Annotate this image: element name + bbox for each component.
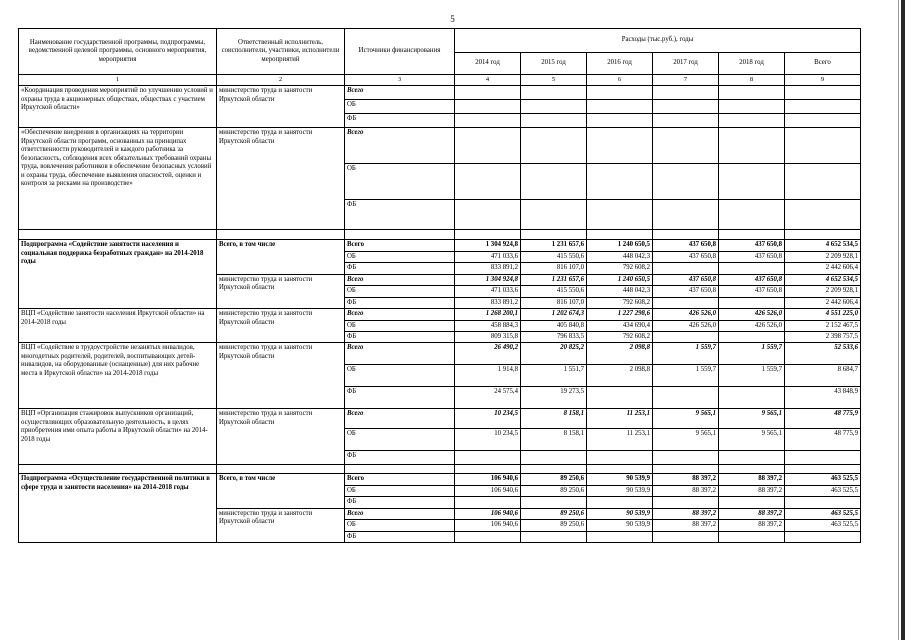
source-total: Всего <box>345 274 455 285</box>
empty-cell <box>653 164 719 200</box>
table-cell: 1 240 650,5 <box>587 274 653 285</box>
source-fb: ФБ <box>345 297 455 308</box>
source-total: Всего <box>345 309 455 320</box>
table-cell: 792 608,2 <box>587 263 653 274</box>
source-fb: ФБ <box>345 451 455 465</box>
row-executor-sub1-ministry: министерство труда и занятости Иркутской области <box>217 274 345 308</box>
table-cell: 4 652 534,5 <box>785 240 861 251</box>
table-cell <box>719 297 785 308</box>
source-fb: ФБ <box>345 531 455 542</box>
scan-edge-line <box>898 0 899 640</box>
empty-cell <box>521 200 587 230</box>
table-cell: 1 240 650,5 <box>587 240 653 251</box>
header-year-2017: 2017 год <box>653 53 719 75</box>
table-cell <box>587 387 653 409</box>
table-row <box>19 474 861 485</box>
table-cell: 2 442 606,4 <box>785 297 861 308</box>
row-executor-sub2-total: Всего, в том числе <box>217 474 345 508</box>
table-cell <box>719 451 785 465</box>
table-cell: 4 652 534,5 <box>785 274 861 285</box>
source-ob: ОБ <box>345 251 455 262</box>
empty-cell <box>785 100 861 114</box>
table-cell: 809 315,8 <box>455 332 521 343</box>
empty-cell <box>785 465 861 474</box>
table-cell: 458 884,3 <box>455 320 521 331</box>
table-cell: 405 840,8 <box>521 320 587 331</box>
source-total: Всего <box>345 474 455 485</box>
scan-edge <box>901 0 905 640</box>
source-total: Всего <box>345 86 455 100</box>
table-cell: 24 575,4 <box>455 387 521 409</box>
col-number: 4 <box>455 75 521 86</box>
source-fb: ФБ <box>345 263 455 274</box>
table-cell: 437 650,8 <box>653 286 719 297</box>
empty-cell <box>521 230 587 240</box>
table-row <box>19 309 861 320</box>
row-name-coord: «Координация проведения мероприятий по улучшению условий и охраны труда в акционерных обществах, обществах с участием Иркутской области» <box>19 86 217 128</box>
empty-cell <box>653 114 719 128</box>
empty-cell <box>653 128 719 164</box>
empty-cell <box>719 114 785 128</box>
table-cell: 1 231 657,6 <box>521 240 587 251</box>
table-cell: 448 042,3 <box>587 286 653 297</box>
col-number: 9 <box>785 75 861 86</box>
table-cell <box>785 451 861 465</box>
table-cell <box>653 451 719 465</box>
table-cell <box>719 387 785 409</box>
empty-cell <box>587 230 653 240</box>
table-cell: 48 775,9 <box>785 429 861 451</box>
table-cell: 833 891,2 <box>455 263 521 274</box>
table-cell <box>521 531 587 542</box>
source-fb: ФБ <box>345 114 455 128</box>
table-cell: 8 158,1 <box>521 429 587 451</box>
table-cell: 88 397,2 <box>653 485 719 496</box>
empty-cell <box>587 465 653 474</box>
table-cell: 448 042,3 <box>587 251 653 262</box>
table-row <box>19 343 861 365</box>
table-cell: 88 397,2 <box>653 474 719 485</box>
empty-cell <box>455 465 521 474</box>
empty-cell <box>587 128 653 164</box>
table-cell: 2 209 928,1 <box>785 251 861 262</box>
table-cell: 4 551 225,0 <box>785 309 861 320</box>
row-executor-sub2-ministry: министерство труда и занятости Иркутской области <box>217 508 345 542</box>
row-executor-safety: министерство труда и занятости Иркутской области <box>217 128 345 230</box>
empty-cell <box>587 86 653 100</box>
table-cell: 88 397,2 <box>653 508 719 519</box>
empty-cell <box>719 230 785 240</box>
table-cell: 9 565,1 <box>653 409 719 429</box>
row-executor-sub1-total: Всего, в том числе <box>217 240 345 274</box>
table-cell: 1 304 924,8 <box>455 274 521 285</box>
table-cell: 90 539,9 <box>587 520 653 531</box>
empty-cell <box>19 230 217 240</box>
table-cell <box>455 531 521 542</box>
table-cell: 19 273,5 <box>521 387 587 409</box>
table-cell <box>653 531 719 542</box>
source-fb: ФБ <box>345 497 455 508</box>
row-executor-vcp2: министерство труда и занятости Иркутской области <box>217 343 345 409</box>
col-number: 7 <box>653 75 719 86</box>
empty-cell <box>455 128 521 164</box>
header-year-2016: 2016 год <box>587 53 653 75</box>
source-total: Всего <box>345 508 455 519</box>
empty-cell <box>521 164 587 200</box>
table-cell: 2 442 606,4 <box>785 263 861 274</box>
table-cell <box>653 332 719 343</box>
table-cell: 2 098,8 <box>587 343 653 365</box>
source-ob: ОБ <box>345 429 455 451</box>
table-cell: 816 107,0 <box>521 263 587 274</box>
header-source: Источники финансирования <box>345 29 455 75</box>
table-cell: 471 033,6 <box>455 286 521 297</box>
table-cell: 437 650,8 <box>719 251 785 262</box>
table-cell: 1 559,7 <box>719 365 785 387</box>
table-cell: 1 914,8 <box>455 365 521 387</box>
table-cell: 20 825,2 <box>521 343 587 365</box>
empty-cell <box>785 114 861 128</box>
table-cell <box>785 497 861 508</box>
empty-cell <box>719 200 785 230</box>
table-cell: 2 098,8 <box>587 365 653 387</box>
empty-cell <box>455 230 521 240</box>
table-cell: 9 565,1 <box>719 409 785 429</box>
table-cell: 463 525,5 <box>785 485 861 496</box>
table-cell: 52 533,6 <box>785 343 861 365</box>
table-cell: 426 526,0 <box>653 309 719 320</box>
table-cell <box>653 497 719 508</box>
table-cell: 89 250,6 <box>521 508 587 519</box>
source-total: Всего <box>345 128 455 164</box>
table-row <box>19 86 861 100</box>
source-ob: ОБ <box>345 320 455 331</box>
table-cell <box>719 497 785 508</box>
empty-cell <box>719 465 785 474</box>
table-cell: 11 253,1 <box>587 429 653 451</box>
table-cell: 1 227 298,6 <box>587 309 653 320</box>
table-cell: 796 833,5 <box>521 332 587 343</box>
empty-cell <box>455 114 521 128</box>
table-cell <box>521 451 587 465</box>
empty-cell <box>587 100 653 114</box>
row-name-vcp3: ВЦП «Организация стажировок выпускников организаций, осуществляющих образовательную деятельность, в целях приобретения ими опыта работы в Иркутской области» на 2014-2018 годы <box>19 409 217 465</box>
empty-cell <box>521 128 587 164</box>
source-ob: ОБ <box>345 164 455 200</box>
table-cell: 26 490,2 <box>455 343 521 365</box>
table-cell: 106 940,6 <box>455 474 521 485</box>
header-executor: Ответственный исполнитель, соисполнители, участники, исполнители мероприятий <box>217 29 345 75</box>
table-cell: 1 559,7 <box>719 343 785 365</box>
empty-cell <box>455 100 521 114</box>
table-cell: 463 525,5 <box>785 474 861 485</box>
empty-cell <box>719 86 785 100</box>
table-cell <box>785 531 861 542</box>
col-number: 5 <box>521 75 587 86</box>
table-cell: 415 550,6 <box>521 286 587 297</box>
table-cell: 437 650,8 <box>653 240 719 251</box>
header-year-2018: 2018 год <box>719 53 785 75</box>
empty-cell <box>217 465 345 474</box>
empty-cell <box>587 114 653 128</box>
table-row <box>19 128 861 164</box>
empty-cell <box>785 128 861 164</box>
empty-cell <box>653 465 719 474</box>
source-ob: ОБ <box>345 365 455 387</box>
table-row <box>19 240 861 251</box>
table-cell <box>521 497 587 508</box>
table-cell: 11 253,1 <box>587 409 653 429</box>
table-row <box>19 409 861 429</box>
row-executor-vcp3: министерство труда и занятости Иркутской области <box>217 409 345 465</box>
row-executor-coord: министерство труда и занятости Иркутской области <box>217 86 345 128</box>
table-cell <box>653 387 719 409</box>
empty-cell <box>653 100 719 114</box>
empty-cell <box>785 164 861 200</box>
table-cell: 437 650,8 <box>653 274 719 285</box>
table-cell: 8 684,7 <box>785 365 861 387</box>
source-ob: ОБ <box>345 485 455 496</box>
empty-cell <box>521 114 587 128</box>
source-fb: ФБ <box>345 200 455 230</box>
row-executor-vcp1: министерство труда и занятости Иркутской области <box>217 309 345 343</box>
table-cell <box>587 451 653 465</box>
table-cell <box>719 263 785 274</box>
table-cell <box>719 332 785 343</box>
row-name-sub1: Подпрограмма «Содействие занятости населения и социальная поддержка безработных граждан» на 2014-2018 годы <box>19 240 217 309</box>
table-cell: 463 525,5 <box>785 520 861 531</box>
source-fb: ФБ <box>345 332 455 343</box>
table-cell: 88 397,2 <box>719 474 785 485</box>
empty-cell <box>587 164 653 200</box>
page-number: 5 <box>450 14 455 24</box>
empty-cell <box>719 164 785 200</box>
source-ob: ОБ <box>345 286 455 297</box>
table-cell: 415 550,6 <box>521 251 587 262</box>
table-cell: 2 398 757,5 <box>785 332 861 343</box>
table-cell <box>587 531 653 542</box>
empty-cell <box>785 86 861 100</box>
table-cell: 90 539,9 <box>587 508 653 519</box>
table-cell: 1 231 657,6 <box>521 274 587 285</box>
table-cell: 106 940,6 <box>455 520 521 531</box>
table-cell: 437 650,8 <box>653 251 719 262</box>
table-cell: 88 397,2 <box>719 508 785 519</box>
table-cell <box>455 497 521 508</box>
header-total: Всего <box>785 53 861 75</box>
empty-cell <box>345 230 455 240</box>
table-cell: 792 608,2 <box>587 332 653 343</box>
col-number: 3 <box>345 75 455 86</box>
table-cell: 10 234,5 <box>455 429 521 451</box>
table-cell: 48 775,9 <box>785 409 861 429</box>
empty-cell <box>785 200 861 230</box>
col-number: 2 <box>217 75 345 86</box>
source-total: Всего <box>345 240 455 251</box>
table-cell: 434 690,4 <box>587 320 653 331</box>
empty-cell <box>455 86 521 100</box>
empty-cell <box>587 200 653 230</box>
source-ob: ОБ <box>345 100 455 114</box>
table-cell: 1 304 924,8 <box>455 240 521 251</box>
table-cell: 43 848,9 <box>785 387 861 409</box>
source-total: Всего <box>345 409 455 429</box>
table-cell: 8 158,1 <box>521 409 587 429</box>
table-cell: 463 525,5 <box>785 508 861 519</box>
table-cell: 816 107,0 <box>521 297 587 308</box>
row-name-vcp2: ВЦП «Содействие в трудоустройстве незанятых инвалидов, многодетных родителей, родителей, воспитывающих детей-инвалидов, на оборудованные (оснащенные) для них рабочие места в Иркутской области» на 2014-2018 годы <box>19 343 217 409</box>
table-cell: 1 551,7 <box>521 365 587 387</box>
col-number: 1 <box>19 75 217 86</box>
empty-cell <box>653 200 719 230</box>
table-cell: 792 608,2 <box>587 297 653 308</box>
table-cell: 89 250,6 <box>521 485 587 496</box>
table-cell: 88 397,2 <box>719 485 785 496</box>
empty-cell <box>719 100 785 114</box>
empty-cell <box>19 465 217 474</box>
table-cell: 90 539,9 <box>587 474 653 485</box>
row-name-safety: «Обеспечение внедрения в организациях на территории Иркутской области программ, основанных на принципах ответственности руководителей и каждого работника за безопасность, соблюдения всех обязательных требований охраны труда, вовлечения работников в обеспечение безопасных условий и охраны труда, обеспечение выявления опасностей, оценки и контроля за рисками на производстве» <box>19 128 217 230</box>
budget-table <box>18 28 861 543</box>
empty-cell <box>217 230 345 240</box>
empty-cell <box>455 164 521 200</box>
table-cell <box>719 531 785 542</box>
source-ob: ОБ <box>345 520 455 531</box>
table-cell: 437 650,8 <box>719 274 785 285</box>
table-cell: 106 940,6 <box>455 508 521 519</box>
row-name-vcp1: ВЦП «Содействие занятости населения Иркутской области» на 2014-2018 годы <box>19 309 217 343</box>
col-number: 6 <box>587 75 653 86</box>
table-cell: 426 526,0 <box>719 309 785 320</box>
table-cell: 437 650,8 <box>719 286 785 297</box>
header-year-2014: 2014 год <box>455 53 521 75</box>
header-name: Наименование государственной программы, подпрограммы, ведомственной целевой программы, основного мероприятия, мероприятия <box>19 29 217 75</box>
table-cell: 2 152 467,5 <box>785 320 861 331</box>
table-cell: 1 268 200,1 <box>455 309 521 320</box>
source-fb: ФБ <box>345 387 455 409</box>
table-cell: 437 650,8 <box>719 240 785 251</box>
empty-cell <box>653 230 719 240</box>
header-year-2015: 2015 год <box>521 53 587 75</box>
table-cell: 88 397,2 <box>653 520 719 531</box>
empty-cell <box>653 86 719 100</box>
table-cell: 9 565,1 <box>653 429 719 451</box>
header-expenses: Расходы (тыс.руб.), годы <box>455 29 861 53</box>
table-cell: 1 202 674,3 <box>521 309 587 320</box>
empty-cell <box>345 465 455 474</box>
table-cell: 106 940,6 <box>455 485 521 496</box>
source-total: Всего <box>345 343 455 365</box>
row-name-sub2: Подпрограмма «Осуществление государственной политики в сфере труда и занятости населения» на 2014-2018 годы <box>19 474 217 543</box>
table-cell: 426 526,0 <box>653 320 719 331</box>
table-cell: 471 033,6 <box>455 251 521 262</box>
table-cell: 9 565,1 <box>719 429 785 451</box>
empty-cell <box>455 200 521 230</box>
table-cell <box>455 451 521 465</box>
empty-cell <box>521 100 587 114</box>
table-cell: 10 234,5 <box>455 409 521 429</box>
empty-cell <box>521 86 587 100</box>
table-cell: 89 250,6 <box>521 520 587 531</box>
table-cell: 88 397,2 <box>719 520 785 531</box>
table-cell: 2 209 928,1 <box>785 286 861 297</box>
empty-cell <box>785 230 861 240</box>
table-cell: 1 559,7 <box>653 365 719 387</box>
table-cell: 89 250,6 <box>521 474 587 485</box>
table-cell: 426 526,0 <box>719 320 785 331</box>
col-number: 8 <box>719 75 785 86</box>
table-cell: 90 539,9 <box>587 485 653 496</box>
empty-cell <box>719 128 785 164</box>
table-cell <box>653 297 719 308</box>
table-cell: 1 559,7 <box>653 343 719 365</box>
empty-cell <box>521 465 587 474</box>
table-cell <box>587 497 653 508</box>
table-cell: 833 891,2 <box>455 297 521 308</box>
table-cell <box>653 263 719 274</box>
